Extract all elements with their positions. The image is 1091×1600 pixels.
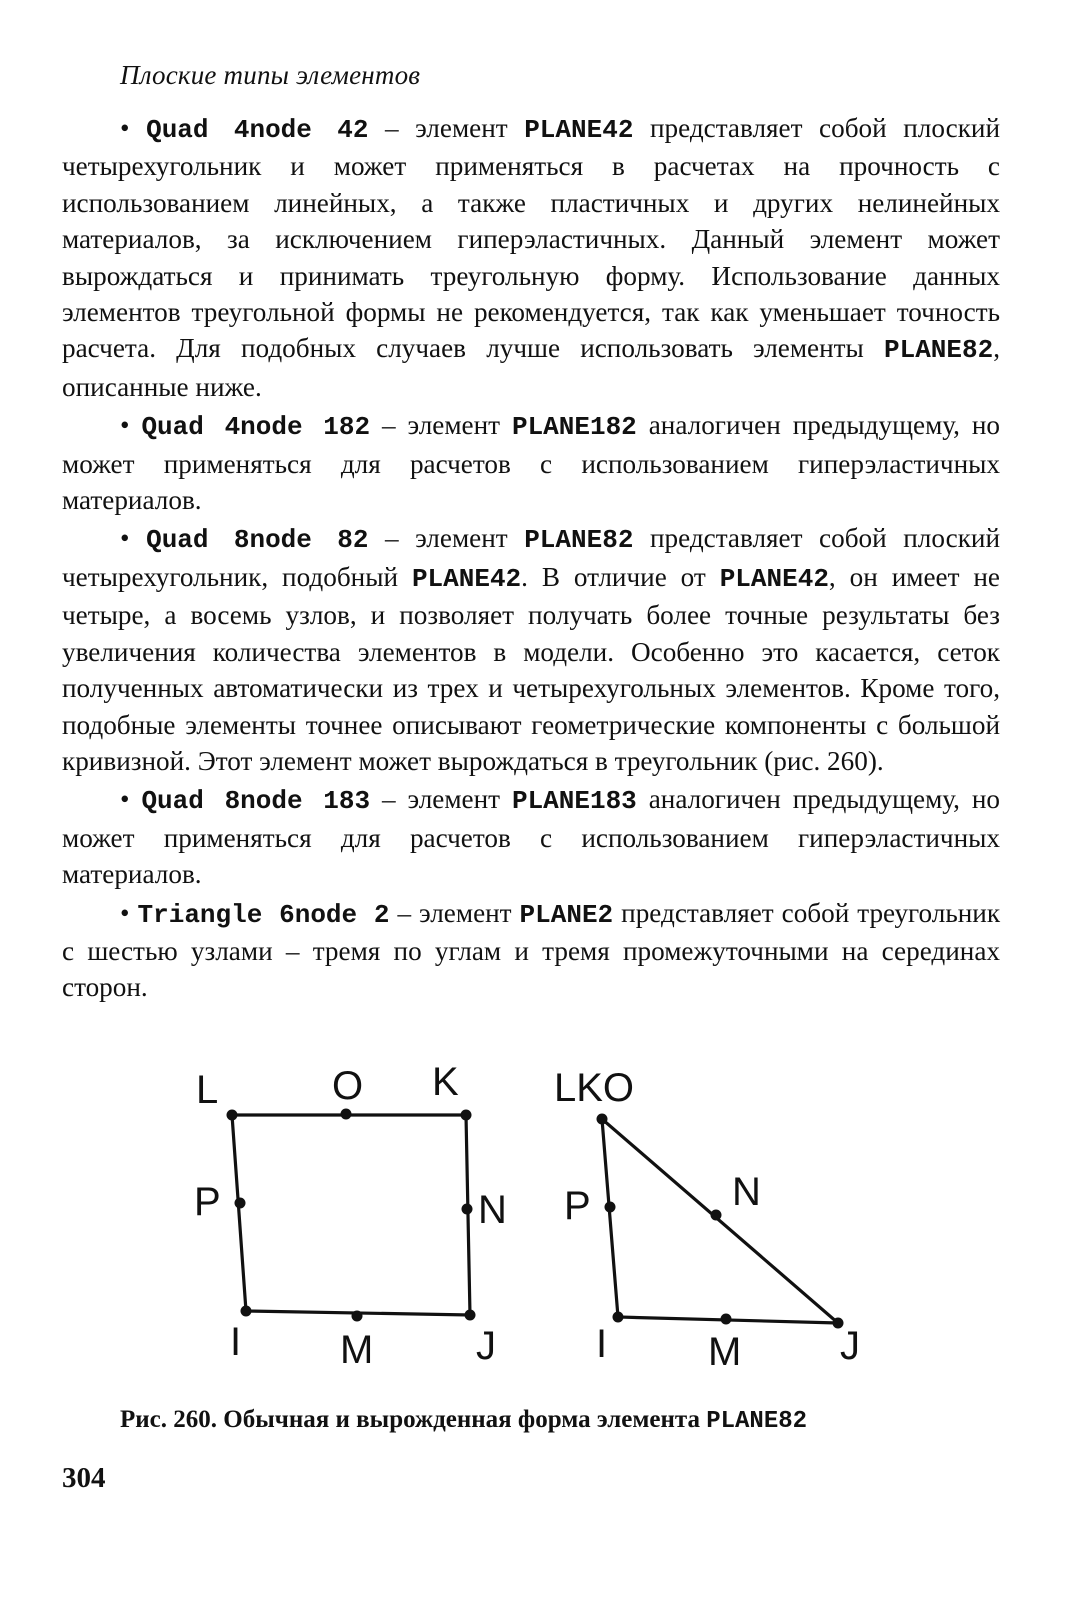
quadrilateral-element: [194, 1060, 507, 1372]
element-name: PLANE42: [524, 115, 634, 145]
node-N: [462, 1204, 473, 1215]
label-J-triangle: J: [840, 1324, 860, 1368]
node-N-triangle: [711, 1210, 722, 1221]
paragraph-plane182: [62, 407, 1000, 518]
element-name: PLANE182: [511, 412, 637, 443]
label-N: N: [478, 1188, 507, 1232]
dash-text: – элемент: [370, 410, 512, 441]
label-P-triangle: P: [564, 1184, 591, 1228]
bullet: •: [120, 410, 130, 441]
element-reference: PLANE42: [411, 563, 522, 594]
node-J: [465, 1310, 476, 1321]
node-P: [235, 1198, 246, 1209]
node-P-triangle: [605, 1202, 616, 1213]
element-option-name: Quad 8node 82: [146, 525, 369, 556]
section-title: Плоские типы элементов: [120, 60, 421, 90]
node-I-triangle: [613, 1312, 624, 1323]
page-number: 304: [62, 1462, 106, 1494]
bullet: •: [120, 523, 130, 554]
bullet: •: [120, 113, 130, 143]
label-I-triangle: I: [596, 1322, 608, 1366]
dash-text: – элемент: [368, 523, 525, 554]
node-M: [352, 1311, 363, 1322]
element-option-name: Quad 8node 183: [141, 786, 371, 817]
element-name: PLANE82: [524, 525, 634, 556]
degenerate-triangle-element: [554, 1066, 860, 1374]
paragraph-tail: , описанные ниже.: [62, 333, 1000, 402]
paragraph-plane2: [62, 895, 1000, 1006]
node-L: [227, 1110, 238, 1121]
label-K: K: [432, 1060, 459, 1104]
bullet: •: [120, 897, 130, 928]
bullet: •: [120, 784, 130, 815]
element-name: PLANE183: [511, 786, 637, 817]
node-I: [241, 1306, 252, 1317]
label-LKO: LKO: [554, 1066, 635, 1110]
label-P: P: [194, 1180, 221, 1224]
label-L: L: [196, 1068, 219, 1112]
figure-260: [160, 1055, 920, 1385]
paragraph-text: . В отличие от: [521, 561, 720, 592]
dash-text: – элемент: [370, 784, 512, 815]
body-text: [62, 110, 1000, 1008]
label-N-triangle: N: [732, 1170, 761, 1214]
node-O: [341, 1109, 352, 1120]
node-K: [461, 1110, 472, 1121]
paragraph-plane183: [62, 781, 1000, 892]
label-M: M: [340, 1328, 374, 1372]
triangle-outline: [602, 1119, 838, 1323]
label-M-triangle: M: [708, 1330, 742, 1374]
paragraph-plane82: [62, 520, 1000, 779]
element-name: PLANE2: [519, 899, 614, 930]
paragraph-text: представляет собой плоский четырехугольник и может применяться в расчетах на прочность с использованием линейных, а также пластичных и других нелинейных материалов, за исключением гиперэластичных. Данный элемент может вырождаться и принимать треугольную форму. Использование данных элементов треугольной формы не рекомендуется, так как уменьшает точность расчета. Для подобных случаев лучше использовать элементы: [62, 113, 1001, 364]
figure-caption: [120, 1406, 807, 1435]
caption-text: Рис. 260. Обычная и вырожденная форма элемента: [120, 1406, 707, 1433]
element-shapes-diagram: [160, 1055, 920, 1385]
paragraph-text: представляет собой треугольник с шестью узлами – тремя по углам и тремя промежуточными на серединах сторон.: [62, 897, 1001, 1003]
element-reference: PLANE82: [883, 335, 994, 366]
paragraph-text: , он имеет не четыре, а восемь узлов, и позволяет получать более точные результаты без увеличения количества элементов в модели. Особенно это касается, сеток полученных автоматически из трех и четырехугольных элементов. Кроме того, подобные элементы точнее описывают геометрические компоненты с большой кривизной. Этот элемент может вырождаться в треугольник (рис. 260).: [62, 561, 1000, 776]
node-LKO: [597, 1114, 608, 1125]
label-I: I: [230, 1320, 242, 1364]
dash-text: – элемент: [389, 897, 520, 928]
quad-outline: [232, 1115, 470, 1315]
element-option-name: Quad 4node 42: [146, 115, 369, 145]
caption-element-name: PLANE82: [706, 1408, 808, 1435]
paragraph-text: аналогичен предыдущему, но может применяться для расчетов с использованием гиперэластичных материалов.: [62, 410, 1001, 516]
label-O: O: [332, 1064, 364, 1108]
element-option-name: Triangle 6node 2: [137, 899, 390, 930]
node-M-triangle: [721, 1314, 732, 1325]
paragraph-plane42: [62, 110, 1000, 405]
paragraph-text: представляет собой плоский четырехугольник, подобный: [62, 523, 1001, 592]
dash-text: – элемент: [368, 113, 525, 143]
element-option-name: Quad 4node 182: [141, 412, 371, 443]
paragraph-text: аналогичен предыдущему, но может применяться для расчетов с использованием гиперэластичных материалов.: [62, 784, 1001, 890]
label-J: J: [476, 1324, 496, 1368]
element-reference: PLANE42: [719, 563, 829, 594]
